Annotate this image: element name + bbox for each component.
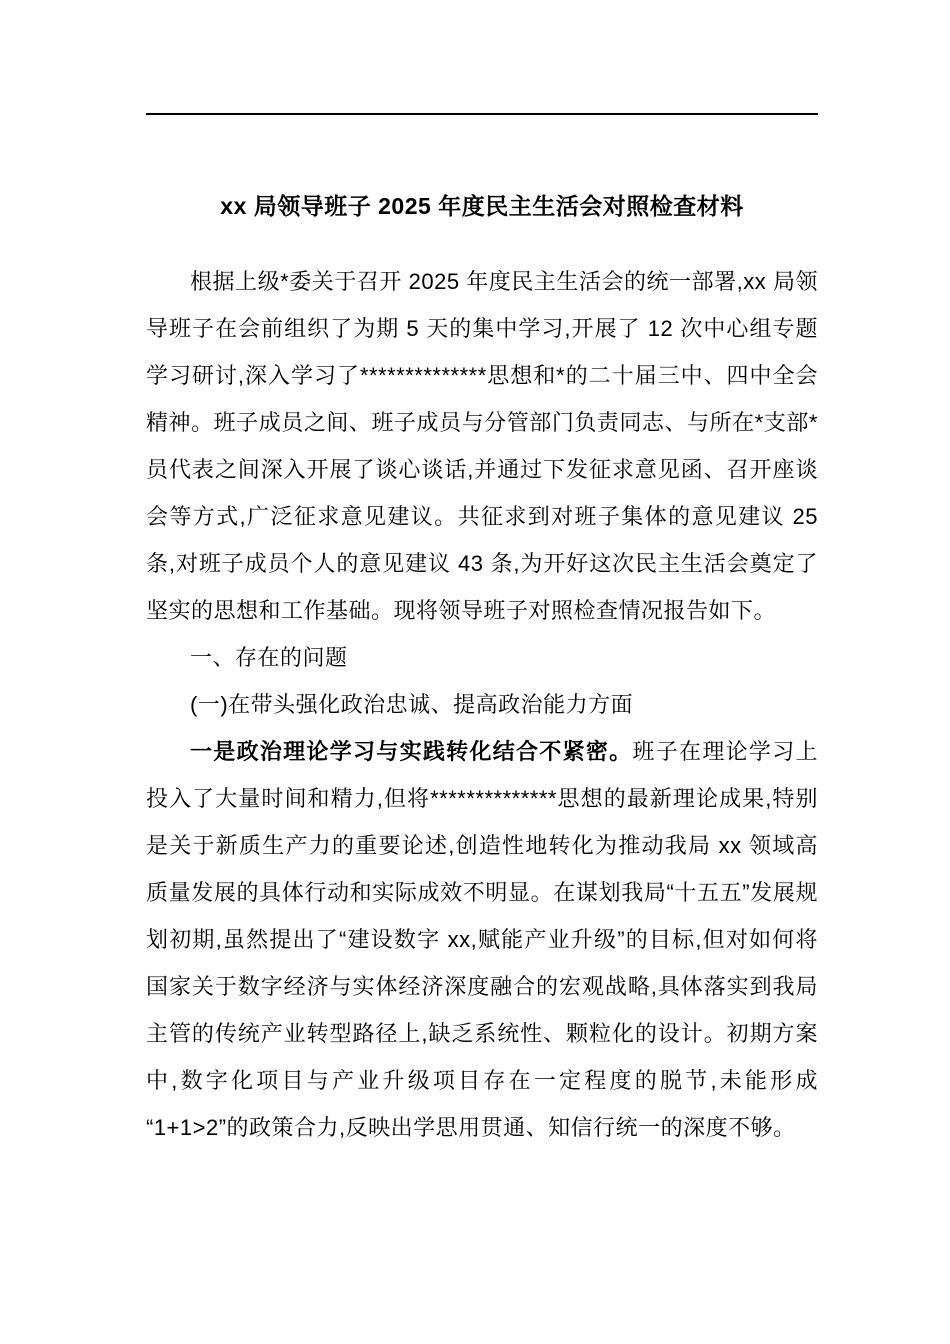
section-heading-1: 一、存在的问题 — [190, 645, 348, 670]
issue-1-body-text: 班子在理论学习上投入了大量时间和精力,但将**************思想的最新理论成果,特别是关于新质生产力的重要论述,创造性地转化为推动我局 xx 领域高质量发展的具体行动和实际成效不明显。在谋划我局“十五五”发展规划初期,虽然提出了“建设数字 xx,赋能产业升级”的目标,但对如何将国家关于数字经济与实体经济深度融合的宏观战略,具体落实到我局主管的传统产业转型路径上,缺乏系统性、颗粒化的设计。初期方案中,数字化项目与产业升级项目存在一定程度的脱节,未能形成“1+1>2”的政策合力,反映出学思用贯通、知信行统一的深度不够。 — [146, 739, 818, 1140]
subsection-heading-1: (一)在带头强化政治忠诚、提高政治能力方面 — [190, 692, 634, 717]
issue-1-bold-lead: 一是政治理论学习与实践转化结合不紧密。 — [190, 739, 633, 764]
document-title: xx 局领导班子 2025 年度民主生活会对照检查材料 — [220, 193, 744, 219]
paragraph-intro: 根据上级*委关于召开 2025 年度民主生活会的统一部署,xx 局领导班子在会前组织了为期 5 天的集中学习,开展了 12 次中心组专题学习研讨,深入学习了**************思想和*的二十届三中、四中全会精神。班子成员之间、班子成员与分管部门负责同志、与所在*支部*员代表之间深入开展了谈心谈话,并通过下发征求意见函、召开座谈会等方式,广泛征求意见建议。共征求到对班子集体的意见建议 25 条,对班子成员个人的意见建议 43 条,为开好这次民主生活会奠定了坚实的思想和工作基础。现将领导班子对照检查情况报告如下。 — [146, 269, 818, 623]
document-body — [146, 0, 818, 1151]
paragraph-issue-1 — [146, 728, 818, 1151]
